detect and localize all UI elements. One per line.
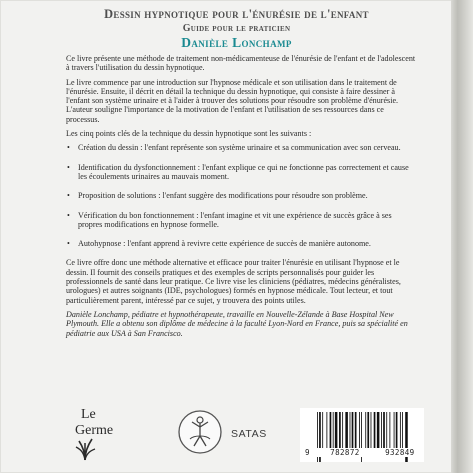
isbn-digit-group: 782872 — [330, 448, 360, 457]
list-item: • Identification du dysfonctionnement : l'enfant explique ce qui ne fonctionne pas correctement et cause les écoulements urinaires au mauvais moment. — [66, 163, 416, 182]
sprout-icon — [73, 435, 97, 461]
list-item: • Autohypnose : l'enfant apprend à revivre cette expérience de succès de manière autonome. — [66, 239, 416, 248]
author-name: Danièle Lonchamp — [181, 35, 292, 50]
list-item: • Vérification du bon fonctionnement : l'enfant imagine et vit une expérience de succès grâce à ses propres modifications en hypnose formelle. — [66, 211, 416, 230]
isbn-number — [305, 448, 419, 457]
isbn-digit-group: 9 — [305, 448, 310, 457]
list-item: • Création du dessin : l'enfant représente son système urinaire et sa communication avec son cerveau. — [66, 143, 416, 152]
blurb — [66, 54, 416, 343]
book-subtitle: Guide pour le praticien — [182, 23, 291, 34]
blurb-paragraph: Ce livre présente une méthode de traitement non-médicamenteuse de l'énurésie de l'enfant et de l'adolescent à travers l'utilisation du dessin hypnotique. — [66, 54, 416, 73]
book-edge-shadow — [451, 0, 473, 473]
le-germe-word-1: Le — [81, 407, 96, 422]
le-germe-word-2: Germe — [75, 423, 114, 438]
satas-logo-emblem — [177, 409, 223, 455]
satas-wordmark: SATAS — [231, 428, 267, 440]
list-item: • Proposition de solutions : l'enfant suggère des modifications pour résoudre son problème. — [66, 191, 416, 200]
book-title: Dessin hypnotique pour l'énurésie de l'enfant — [104, 7, 369, 21]
blurb-paragraph: Ce livre offre donc une méthode alternative et efficace pour traiter l'énurésie en utilisant l'hypnose et le dessin. Il fournit des conseils pratiques et des exemples de scripts personnalisés pour guider les professionnels de santé dans leur pratique. Ce livre vise les cliniciens (pédiatres, médecins généralistes, urologues) et autres soignants (IDE, psychologues) formés en hypnose médicale. Tout lecteur, et tout particulièrement parent, intéressé par ce sujet, y trouvera des points utiles. — [66, 258, 401, 305]
key-points-list — [66, 143, 416, 248]
isbn-digit-group: 932849 — [385, 448, 415, 457]
author-bio: Danièle Lonchamp, pédiatre et hypnothérapeute, travaille en Nouvelle-Zélande à Base Hospital New Plymouth. Elle a obtenu son diplôme de médecine à la faculté Lyon-Nord en France, puis sa spécialité en pédiatrie aux USA à San Francisco. — [66, 309, 408, 338]
blurb-paragraph: Les cinq points clés de la technique du dessin hypnotique sont les suivants : — [66, 129, 312, 139]
le-germe-logo — [73, 407, 133, 463]
blurb-paragraph: Le livre commence par une introduction sur l'hypnose médicale et son utilisation dans le traitement de l'énurésie. Ensuite, il décrit en détail la technique du dessin hypnotique, qui consiste à faire dessiner à l'enfant son système urinaire et à l'aider à trouver des solutions pour résoudre son problème d'énurésie. L'auteur souligne l'importance de la motivation de l'enfant et l'utilisation de ses ressources dans ce processus. — [66, 77, 399, 124]
